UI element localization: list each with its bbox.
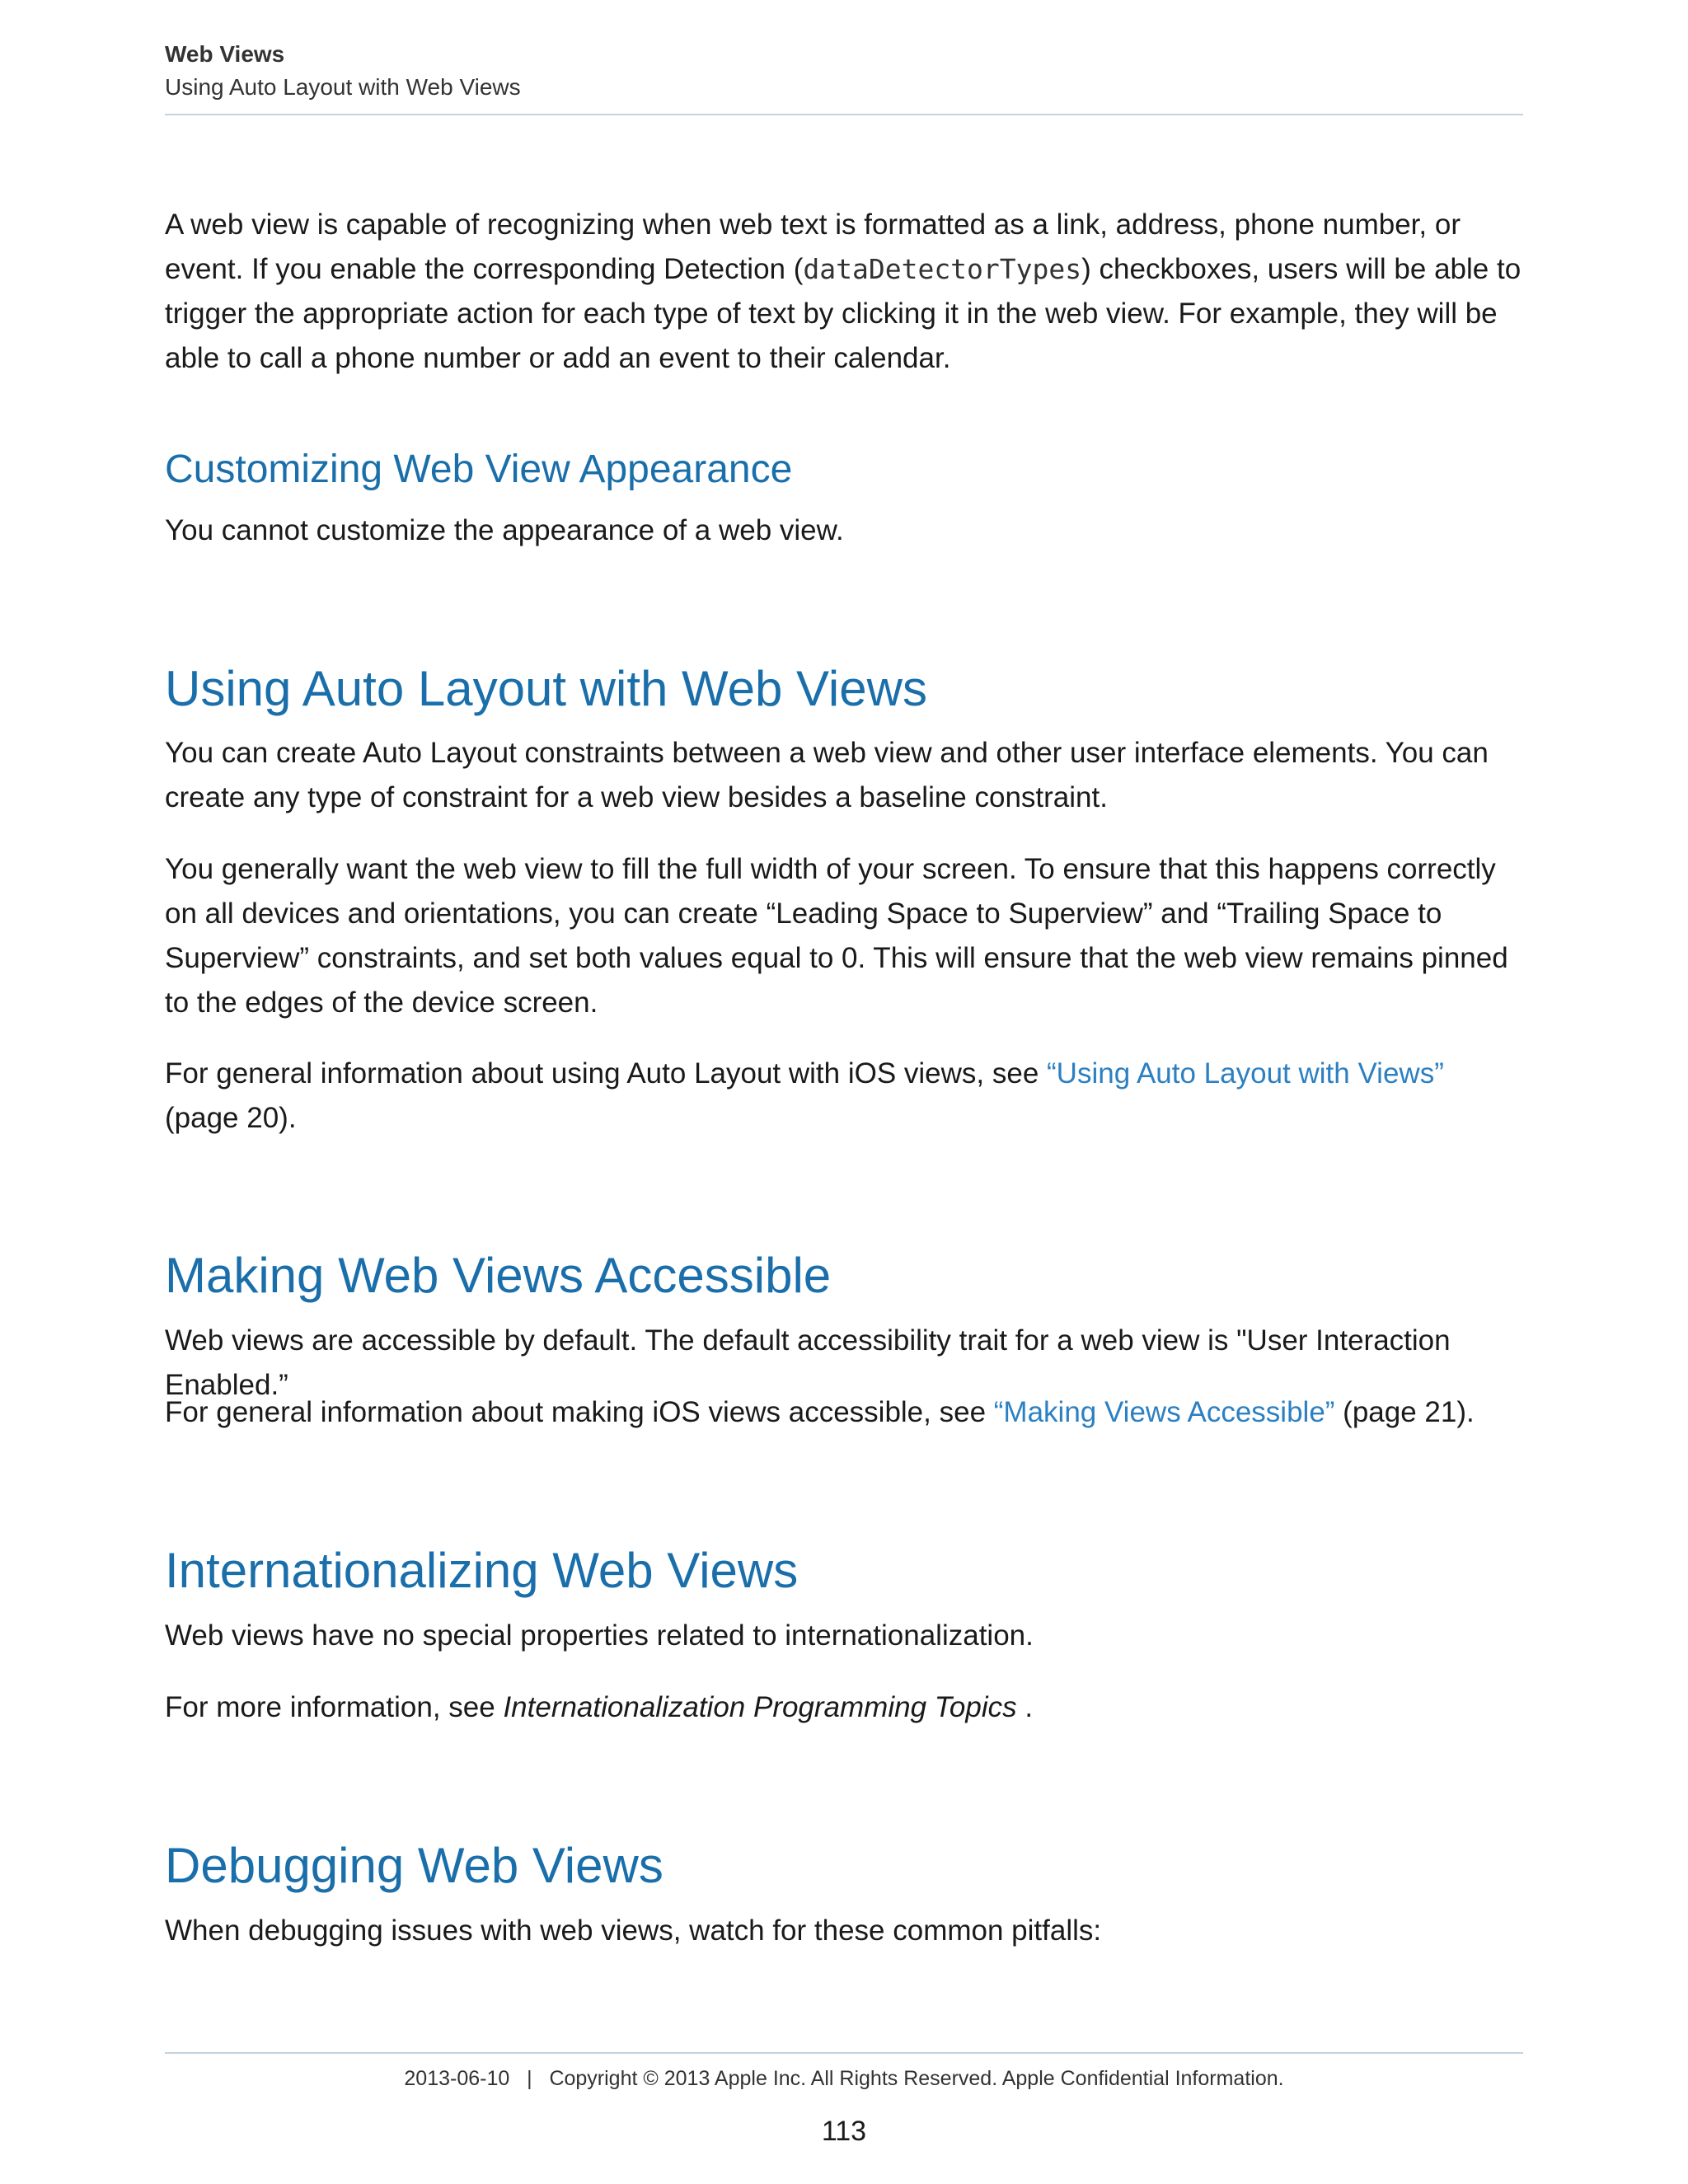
autolayout-paragraph-1: You can create Auto Layout constraints between a web view and other user interface elements. You can create any type of constraint for a web view besides a baseline constraint. (165, 737, 1489, 813)
autolayout-paragraph-2: You generally want the web view to fill the full width of your screen. To ensure that this happens correctly on all devices and orientations, you can create “Leading Space to Superview” and “Trailing Space to Superview” constraints, and set both values equal to 0. This will ensure that the web view remains pinned to the edges of the device screen. (165, 853, 1508, 1019)
debugging-paragraph: When debugging issues with web views, watch for these common pitfalls: (165, 1915, 1102, 1947)
autolayout-p3-text-b: (page 20). (165, 1102, 297, 1134)
intro-text-a: A web view is capable of recognizing when web text is formatted as a link, address, phone number, or event. If you enable the corresponding Detection ( (165, 209, 1461, 285)
accessible-heading: Making Web Views Accessible (165, 1248, 832, 1303)
autolayout-heading: Using Auto Layout with Web Views (165, 661, 927, 716)
using-auto-layout-with-views-link[interactable]: “Using Auto Layout with Views” (1047, 1057, 1444, 1090)
accessible-p2-text-b: (page 21). (1334, 1396, 1475, 1428)
page-number: 113 (821, 2116, 867, 2147)
header-divider (165, 114, 1523, 115)
autolayout-paragraph-3 (165, 1052, 1523, 1141)
debugging-heading: Debugging Web Views (165, 1838, 663, 1893)
making-views-accessible-link[interactable]: “Making Views Accessible” (993, 1396, 1335, 1428)
international-heading: Internationalizing Web Views (165, 1543, 799, 1598)
intro-text-b: ) checkboxes, users will be able to trigger the appropriate action for each type of text by clicking it in the web view. For example, they will be able to call a phone number or add an event to their calendar. (165, 253, 1522, 374)
document-page (165, 0, 1523, 2184)
footer-copyright: 2013-06-10 | Copyright © 2013 Apple Inc. All Rights Reserved. Apple Confidential Information. (404, 2067, 1284, 2090)
header-section-title: Using Auto Layout with Web Views (165, 74, 521, 100)
international-paragraph-1: Web views have no special properties related to internationalization. (165, 1619, 1034, 1652)
accessible-paragraph-2 (165, 1390, 1523, 1435)
internationalization-guide-title: Internationalization Programming Topics (503, 1691, 1017, 1723)
customizing-heading: Customizing Web View Appearance (165, 448, 793, 491)
international-p2-text-a: For more information, see (165, 1691, 504, 1723)
international-p2-text-b: . (1016, 1691, 1034, 1723)
footer-divider (165, 2052, 1523, 2054)
autolayout-p3-text-a: For general information about using Auto Layout with iOS views, see (165, 1057, 1048, 1090)
header-chapter-title: Web Views (165, 41, 285, 67)
intro-paragraph (165, 203, 1523, 381)
accessible-p2-text-a: For general information about making iOS views accessible, see (165, 1396, 994, 1428)
running-header (165, 38, 1523, 104)
accessible-paragraph-1: Web views are accessible by default. The default accessibility trait for a web view is "User Interaction Enabled.” (165, 1324, 1451, 1401)
data-detector-types-code: dataDetectorTypes (803, 253, 1082, 285)
international-paragraph-2 (165, 1685, 1523, 1730)
customizing-paragraph: You cannot customize the appearance of a web view. (165, 514, 844, 546)
